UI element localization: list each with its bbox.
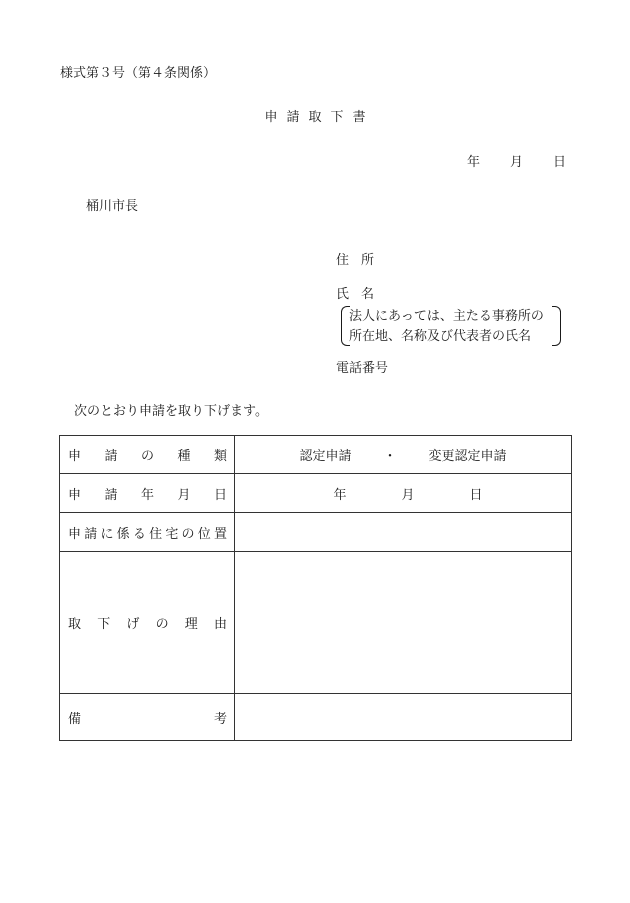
month-label: 月 <box>510 155 524 170</box>
row-label-reason <box>60 552 235 694</box>
row-label-location <box>60 513 235 552</box>
day-label: 日 <box>553 155 567 170</box>
document-title: 申請取下書 <box>264 110 375 125</box>
reason-cell[interactable] <box>235 552 572 694</box>
app-day-label: 日 <box>469 487 483 503</box>
label-char: 月 <box>177 487 191 503</box>
label-char: 種 <box>177 449 191 464</box>
label-char: 由 <box>213 617 227 632</box>
label-char: の <box>181 526 195 542</box>
withdrawal-table <box>59 435 572 741</box>
table-row <box>60 552 572 694</box>
label-char: の <box>155 617 169 632</box>
addressee: 桶川市長 <box>86 199 139 214</box>
name-label: 氏名 <box>336 287 387 302</box>
app-month-label: 月 <box>401 487 415 503</box>
label-char: 申 <box>68 526 82 542</box>
kind-certification: 認定申請 <box>299 449 352 464</box>
label-char: 請 <box>104 449 118 464</box>
table-row <box>60 694 572 741</box>
location-cell[interactable] <box>235 513 572 552</box>
label-char: の <box>140 449 154 464</box>
label-char: 置 <box>213 526 227 542</box>
label-char: 宅 <box>165 526 179 542</box>
label-char: る <box>132 526 146 542</box>
label-char: 請 <box>104 487 118 503</box>
label-char: 係 <box>116 526 130 542</box>
row-label-kind <box>60 436 235 474</box>
row-label-date <box>60 474 235 513</box>
label-char: 申 <box>68 449 82 464</box>
label-char: 理 <box>184 617 198 632</box>
label-char: 申 <box>68 487 82 503</box>
row-label-text <box>60 708 234 727</box>
label-char: 位 <box>197 526 211 542</box>
app-year-label: 年 <box>333 487 347 503</box>
intro-text: 次のとおり申請を取り下げます。 <box>74 404 268 419</box>
label-char: 取 <box>68 617 82 632</box>
label-char: に <box>100 526 114 542</box>
label-char: 類 <box>213 449 227 464</box>
submission-date <box>467 156 566 169</box>
right-bracket <box>552 306 561 346</box>
form-number: 様式第３号（第４条関係） <box>60 66 217 81</box>
row-label-text <box>60 613 234 632</box>
application-date-cell <box>235 474 572 513</box>
label-char: げ <box>126 617 140 632</box>
corporate-note <box>349 307 544 347</box>
remarks-cell[interactable] <box>235 694 572 741</box>
address-label: 住所 <box>336 253 387 268</box>
label-char: 備 <box>68 711 82 727</box>
table-row <box>60 513 572 552</box>
label-char: 下 <box>97 617 111 632</box>
label-char: 住 <box>149 526 163 542</box>
corporate-note-line2: 所在地、名称及び代表者の氏名 <box>349 329 532 344</box>
row-label-text <box>60 445 234 464</box>
table-row <box>60 474 572 513</box>
label-char: 考 <box>213 711 227 727</box>
label-char: 年 <box>140 487 154 503</box>
kind-change-certification: 変更認定申請 <box>428 449 507 464</box>
kind-separator: ・ <box>383 449 397 464</box>
label-char: 日 <box>213 487 227 503</box>
application-kind-cell <box>235 436 572 474</box>
corporate-note-line1: 法人にあっては、主たる事務所の <box>349 309 544 324</box>
row-label-remarks <box>60 694 235 741</box>
phone-label: 電話番号 <box>336 361 389 376</box>
label-char: 請 <box>84 526 98 542</box>
row-label-text <box>60 484 234 503</box>
table-row <box>60 436 572 474</box>
year-label: 年 <box>467 155 481 170</box>
row-label-text <box>60 523 234 542</box>
